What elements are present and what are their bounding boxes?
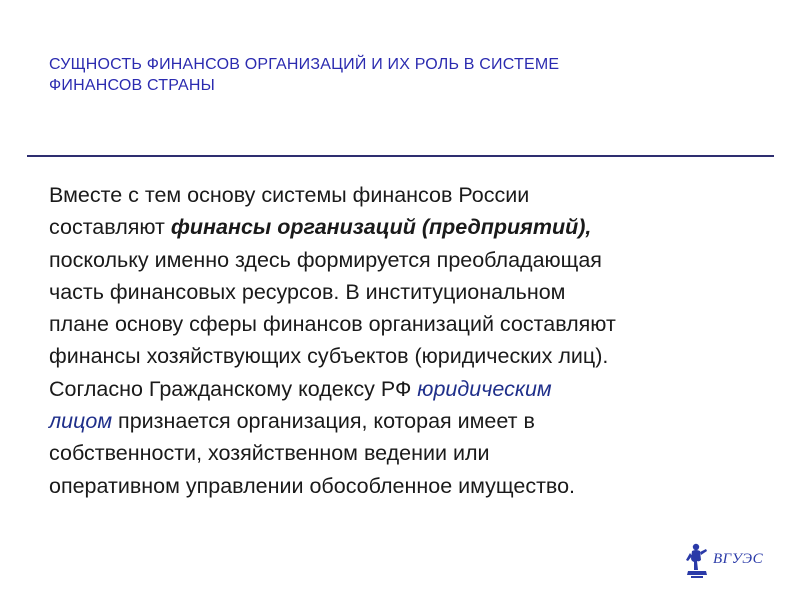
body-paragraph bbox=[49, 179, 769, 502]
body-line-4: часть финансовых ресурсов. В институциональном bbox=[49, 279, 566, 304]
body-line-8 bbox=[49, 405, 769, 437]
slide-title-line-2: ФИНАНСОВ СТРАНЫ bbox=[49, 77, 215, 94]
body-line-6: финансы хозяйствующих субъектов (юридических лиц). bbox=[49, 344, 609, 369]
body-line-8-text: признается организация, которая имеет в bbox=[112, 409, 535, 434]
slide-title-line-1: СУЩНОСТЬ ФИНАНСОВ ОРГАНИЗАЦИЙ И ИХ РОЛЬ В СИСТЕМЕ bbox=[49, 56, 560, 73]
term-legal-entity-part-1: юридическим bbox=[417, 376, 552, 401]
term-organization-finance: финансы организаций (предприятий), bbox=[170, 215, 592, 240]
body-line-3: поскольку именно здесь формируется преобладающая bbox=[49, 247, 602, 272]
body-line-10: оперативном управлении обособленное имущество. bbox=[49, 473, 576, 498]
body-line-1: Вместе с тем основу системы финансов России bbox=[49, 183, 530, 207]
body-line-2-text: составляют bbox=[49, 215, 171, 240]
body-line-7-text: Согласно Гражданскому кодексу РФ bbox=[49, 376, 418, 401]
slide-title bbox=[49, 54, 689, 96]
title-divider bbox=[27, 155, 774, 157]
term-legal-entity-part-2: лицом bbox=[49, 409, 113, 434]
body-line-2 bbox=[49, 211, 769, 243]
body-line-5: плане основу сферы финансов организаций составляют bbox=[49, 312, 616, 337]
body-line-9: собственности, хозяйственном ведении или bbox=[49, 441, 490, 466]
figure-emblem-icon bbox=[682, 540, 712, 580]
body-line-7 bbox=[49, 373, 769, 405]
university-logo-text: ВГУЭС bbox=[713, 551, 764, 567]
